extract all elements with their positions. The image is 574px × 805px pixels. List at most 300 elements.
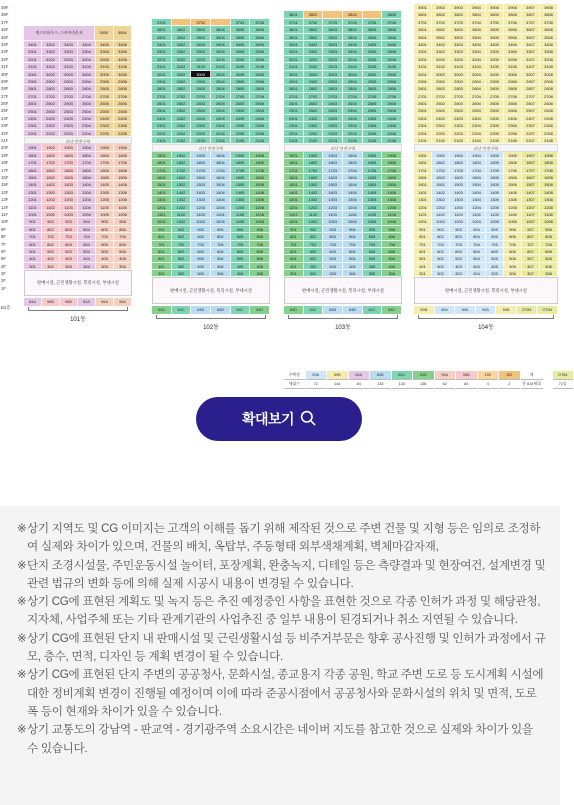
unit-cell: 3908	[540, 4, 558, 11]
unit-cell: 608	[540, 248, 558, 255]
unit-cell: 401	[24, 255, 42, 262]
unit-cell: 2201	[414, 130, 432, 137]
unit-type-tag: 84D	[382, 306, 402, 314]
unit-cell: 2801	[152, 85, 172, 92]
unit-cell: 604	[211, 248, 231, 255]
unit-cell: 2404	[78, 115, 96, 122]
floor-row	[284, 107, 402, 114]
floor-label: 3F	[1, 271, 7, 277]
unit-cell: 302	[304, 270, 324, 277]
unit-cell: 1001	[24, 211, 42, 218]
unit-cell: 2905	[231, 78, 251, 85]
unit-cell: 1406	[114, 181, 132, 188]
unit-cell: 1506	[250, 181, 270, 188]
legend-count: 144	[327, 380, 348, 389]
floor-row	[414, 122, 558, 129]
floor-row	[414, 41, 558, 48]
note-mark: ※	[17, 522, 27, 535]
floor-row	[152, 115, 270, 122]
unit-cell: 3103	[450, 63, 468, 70]
unit-cell: 2903	[191, 78, 211, 85]
unit-cell: 1701	[414, 167, 432, 174]
unit-cell: 1605	[486, 174, 504, 181]
unit-cell: 1903	[450, 152, 468, 159]
floor-label: 39F	[1, 5, 9, 10]
unit-cell: 2204	[211, 130, 231, 137]
unit-cell: 1002	[42, 211, 60, 218]
unit-cell: 506	[382, 255, 402, 262]
floor-row	[414, 167, 558, 174]
unit-cell: 2806	[382, 85, 402, 92]
unit-cell: 2603	[323, 100, 343, 107]
unit-cell: 2504	[343, 107, 363, 114]
unit-cell: 3505	[363, 34, 383, 41]
legend-column	[284, 371, 305, 389]
floor-row	[152, 48, 270, 55]
unit-cell: 2906	[250, 78, 270, 85]
unit-cell: 408	[540, 263, 558, 270]
unit-cell: 1505	[96, 174, 114, 181]
unit-cell: 2604	[211, 100, 231, 107]
unit-cell: 2701	[152, 93, 172, 100]
unit-cell: 1908	[540, 152, 558, 159]
unit-cell: 3506	[382, 34, 402, 41]
unit-cell: 1605	[96, 167, 114, 174]
unit-type-strip	[414, 306, 558, 314]
building-label: 104동	[478, 324, 494, 331]
unit-cell: 601	[284, 248, 304, 255]
unit-cell: 3202	[432, 56, 450, 63]
legend-column	[370, 371, 391, 389]
unit-cell: 3201	[24, 56, 42, 63]
note-text: 상기 지역도 및 CG 이미지는 고객의 이해를 돕기 위해 제작된 것으로 주변 건물 및 지형 등은 임의로 조정하여 실제와 차이가 있으며, 건물의 배치, 옥탑부, 주동형태 외부색채계획, 벽체마감자재,	[27, 522, 541, 554]
unit-cell: 2308	[540, 122, 558, 129]
unit-cell: 1504	[468, 181, 486, 188]
unit-cell: 3506	[250, 34, 270, 41]
unit-cell: 2301	[284, 122, 304, 129]
unit-cell: 1803	[60, 152, 78, 159]
unit-cell: 2104	[468, 137, 486, 144]
zoom-button[interactable]	[196, 397, 362, 441]
unit-cell: 1203	[323, 204, 343, 211]
floor-label: 30F	[1, 71, 9, 77]
floor-row	[284, 174, 402, 181]
refuge-zone-label: 피난 안전구역	[284, 144, 402, 151]
unit-cell: 2206	[504, 130, 522, 137]
unit-cell: 2603	[191, 100, 211, 107]
unit-cell: 1202	[432, 204, 450, 211]
unit-cell: 806	[504, 233, 522, 240]
unit-cell: 2901	[284, 78, 304, 85]
unit-cell: 604	[468, 248, 486, 255]
floor-label: 1F	[1, 285, 7, 291]
legend-count: 4	[478, 380, 499, 389]
unit-cell: 3205	[96, 56, 114, 63]
unit-cell: 2506	[382, 107, 402, 114]
unit-cell: 602	[304, 248, 324, 255]
unit-cell: 1003	[60, 211, 78, 218]
floor-row	[24, 241, 132, 248]
unit-cell: 1401	[414, 189, 432, 196]
unit-cell: 1705	[96, 159, 114, 166]
unit-cell: 805	[231, 233, 251, 240]
legend-type: 84B	[370, 371, 391, 380]
unit-cell: 3306	[250, 48, 270, 55]
unit-cell: 1702	[172, 167, 192, 174]
unit-cell: 3202	[42, 56, 60, 63]
floor-row	[414, 48, 558, 55]
unit-cell: 1107	[522, 211, 540, 218]
building-label: 103동	[335, 324, 351, 331]
floor-row	[284, 41, 402, 48]
unit-cell: 1103	[60, 204, 78, 211]
unit-cell: 3806	[504, 11, 522, 18]
unit-cell: 3606	[382, 26, 402, 33]
unit-cell: 604	[78, 241, 96, 248]
unit-cell: 1501	[414, 181, 432, 188]
commercial-facilities-label: 판매시설, 근린생활시설, 복리시설, 부대시설	[284, 277, 402, 303]
unit-cell: 1605	[231, 174, 251, 181]
floor-row	[414, 211, 558, 218]
floor-row	[284, 248, 402, 255]
unit-cell: 3501	[414, 34, 432, 41]
unit-cell: 1006	[382, 218, 402, 225]
unit-cell: 1503	[191, 181, 211, 188]
unit-cell: 1505	[486, 181, 504, 188]
unit-cell: 2501	[24, 108, 42, 115]
unit-cell: 1706	[382, 167, 402, 174]
unit-cell: 1001	[152, 218, 172, 225]
floor-label: 26F	[1, 101, 9, 107]
unit-cell: 3901	[414, 4, 432, 11]
floor-row	[152, 255, 270, 262]
unit-cell: 3208	[540, 56, 558, 63]
unit-cell: 1007	[522, 218, 540, 225]
unit-cell: 1002	[172, 218, 192, 225]
unit-cell: 2605	[363, 100, 383, 107]
unit-cell: 502	[42, 248, 60, 255]
unit-cell: 2205	[486, 130, 504, 137]
unit-cell: 3206	[504, 56, 522, 63]
unit-cell: 3106	[382, 63, 402, 70]
unit-cell: 1206	[250, 204, 270, 211]
unit-cell: 2603	[450, 100, 468, 107]
unit-cell: 1303	[323, 196, 343, 203]
floor-row	[414, 196, 558, 203]
unit-cell: 2802	[304, 85, 324, 92]
floor-row	[152, 159, 270, 166]
unit-cell: 2401	[284, 115, 304, 122]
floor-row	[414, 204, 558, 211]
unit-cell: 804	[468, 233, 486, 240]
unit-cell: 3202	[304, 56, 324, 63]
unit-cell: 403	[60, 255, 78, 262]
unit-cell: 3608	[540, 26, 558, 33]
unit-cell: 3108	[540, 63, 558, 70]
unit-cell: 3102	[304, 63, 324, 70]
unit-cell: 3405	[363, 41, 383, 48]
unit-cell: 503	[60, 248, 78, 255]
floor-label: 33F	[1, 49, 9, 55]
unit-cell: 902	[42, 218, 60, 225]
unit-cell: 3303	[60, 48, 78, 55]
floor-row	[152, 100, 270, 107]
unit-cell: 1801	[284, 159, 304, 166]
legend-type: 150	[478, 371, 499, 380]
unit-cell: 3304	[343, 48, 363, 55]
unit-cell: 3303	[450, 48, 468, 55]
unit-cell: 3003	[60, 71, 78, 78]
unit-cell: 3201	[284, 56, 304, 63]
unit-cell: 901	[414, 226, 432, 233]
unit-cell: 2504	[78, 108, 96, 115]
unit-cell: 3904	[468, 4, 486, 11]
unit-type-tag: 84C	[231, 306, 251, 314]
unit-cell: 3604	[211, 26, 231, 33]
unit-cell: 1204	[211, 204, 231, 211]
floor-row	[24, 93, 132, 100]
unit-cell: 1702	[432, 167, 450, 174]
unit-cell: 3702	[191, 19, 211, 26]
unit-type-tag: OT84	[537, 306, 558, 314]
floor-row	[284, 167, 402, 174]
unit-cell: 1703	[450, 167, 468, 174]
unit-cell: 2704	[468, 93, 486, 100]
floor-row	[284, 181, 402, 188]
floor-row	[152, 19, 270, 26]
unit-cell: 2202	[42, 130, 60, 137]
unit-cell: 505	[96, 248, 114, 255]
unit-cell: 2106	[250, 137, 270, 144]
unit-cell: 505	[231, 255, 251, 262]
unit-cell: 2402	[304, 115, 324, 122]
unit-cell: 3506	[504, 34, 522, 41]
unit-cell: 1604	[468, 174, 486, 181]
legend-column	[327, 371, 348, 389]
floor-row	[414, 189, 558, 196]
unit-cell: 3401	[152, 41, 172, 48]
unit-cell: 1001	[414, 218, 432, 225]
unit-cell: 3707	[522, 19, 540, 26]
unit-cell: 706	[114, 233, 132, 240]
unit-cell: 1502	[172, 181, 192, 188]
unit-cell: 506	[250, 255, 270, 262]
unit-cell: 401	[152, 263, 172, 270]
unit-cell: 808	[540, 233, 558, 240]
unit-cell: 1504	[343, 181, 363, 188]
floor-row	[152, 152, 270, 159]
unit-cell: 1802	[172, 159, 192, 166]
floor-label: 36F	[1, 27, 9, 33]
unit-cell: 1308	[540, 196, 558, 203]
unit-cell: 2802	[42, 85, 60, 92]
unit-cell: 2706	[382, 93, 402, 100]
unit-cell: 3505	[231, 34, 251, 41]
floor-row	[284, 204, 402, 211]
unit-cell: 3001	[24, 71, 42, 78]
building-103동	[284, 11, 402, 330]
floor-row	[152, 233, 270, 240]
unit-cell: 3202	[172, 56, 192, 63]
unit-cell: 3804	[468, 11, 486, 18]
unit-cell: 402	[42, 255, 60, 262]
legend-type: OT84	[553, 371, 574, 380]
unit-cell: 1702	[42, 159, 60, 166]
unit-cell: 2304	[78, 122, 96, 129]
floor-row	[414, 115, 558, 122]
unit-cell: 504	[343, 255, 363, 262]
unit-cell: 1706	[250, 167, 270, 174]
unit-cell: 2801	[284, 85, 304, 92]
floor-row	[284, 152, 402, 159]
unit-cell: 3103	[60, 63, 78, 70]
unit-cell: 407	[522, 263, 540, 270]
unit-type-tag: 84B	[191, 306, 211, 314]
unit-cell: 2203	[191, 130, 211, 137]
floor-row	[414, 63, 558, 70]
unit-cell: 705	[363, 241, 383, 248]
unit-cell: 1301	[414, 196, 432, 203]
unit-cell: 2105	[363, 137, 383, 144]
unit-cell: 1406	[504, 189, 522, 196]
floor-row	[24, 100, 132, 107]
floor-label: 38F	[1, 12, 9, 18]
unit-cell: 2604	[343, 100, 363, 107]
unit-cell: 3407	[522, 41, 540, 48]
unit-cell: 802	[304, 233, 324, 240]
unit-cell: 3301	[284, 48, 304, 55]
legend-column	[392, 371, 413, 389]
unit-cell: 3505	[95, 26, 114, 41]
unit-cell: 301	[152, 270, 172, 277]
unit-cell: 2702	[432, 93, 450, 100]
unit-cell: 1304	[211, 196, 231, 203]
unit-cell: 1405	[363, 189, 383, 196]
unit-cell: 406	[250, 263, 270, 270]
unit-cell: 2106	[382, 137, 402, 144]
unit-cell: 3205	[486, 56, 504, 63]
unit-cell: 2402	[42, 115, 60, 122]
unit-cell: 3406	[382, 41, 402, 48]
unit-cell: 401	[284, 263, 304, 270]
unit-cell: 2604	[78, 100, 96, 107]
floor-row	[152, 226, 270, 233]
unit-cell: 2906	[504, 78, 522, 85]
unit-cell: 1501	[152, 181, 172, 188]
floor-row	[414, 181, 558, 188]
unit-cell: 3307	[522, 48, 540, 55]
unit-cell: 3604	[343, 26, 363, 33]
unit-cell: 1402	[432, 189, 450, 196]
unit-cell: 601	[414, 248, 432, 255]
unit-cell: 1904	[78, 144, 96, 151]
unit-cell: 1305	[486, 196, 504, 203]
unit-cell: 306	[382, 270, 402, 277]
unit-cell: 3406	[114, 41, 132, 48]
note-text: 단지 조경시설물, 주민운동시설 놀이터, 포장계획, 완충녹지, 디테일 등은 측량결과 및 현장여건, 설계변경 및 관련 법규의 변화 등에 의해 실제 시공시 내용이 변경될 수 있습니다.	[27, 558, 546, 590]
unit-cell: 3204	[468, 56, 486, 63]
building-102동	[152, 19, 270, 331]
unit-cell: 801	[24, 226, 42, 233]
unit-cell: 1608	[540, 174, 558, 181]
unit-cell: 901	[284, 226, 304, 233]
floor-row	[24, 211, 132, 218]
unit-cell: 1901	[152, 152, 172, 159]
unit-cell: 2304	[211, 122, 231, 129]
floor-label	[0, 297, 13, 304]
unit-cell: 3101	[414, 63, 432, 70]
floor-row	[284, 255, 402, 262]
unit-cell: 1705	[363, 167, 383, 174]
unit-cell: 402	[304, 263, 324, 270]
unit-type-tag: 59A	[476, 306, 497, 314]
unit-cell: 2202	[304, 130, 324, 137]
unit-cell: 2405	[96, 115, 114, 122]
floor-row	[24, 263, 132, 270]
floor-row	[284, 211, 402, 218]
unit-cell: 1506	[382, 181, 402, 188]
unit-cell: 1806	[504, 159, 522, 166]
unit-cell: 502	[432, 255, 450, 262]
unit-cell: 2602	[304, 100, 324, 107]
unit-cell: 3205	[363, 56, 383, 63]
unit-cell: 1306	[114, 189, 132, 196]
unit-cell: 3508	[540, 34, 558, 41]
unit-cell: 1306	[504, 196, 522, 203]
unit-cell: 2501	[152, 107, 172, 114]
floor-row	[414, 152, 558, 159]
unit-cell: 2703	[450, 93, 468, 100]
unit-cell: 302	[42, 263, 60, 270]
floor-row	[414, 255, 558, 262]
unit-cell: 1102	[42, 204, 60, 211]
unit-cell: 2904	[78, 78, 96, 85]
unit-cell: 607	[522, 248, 540, 255]
floor-row	[24, 181, 132, 188]
unit-cell: 2404	[211, 115, 231, 122]
unit-cell: 1006	[250, 218, 270, 225]
unit-cell: 1705	[231, 167, 251, 174]
unit-cell: 906	[504, 226, 522, 233]
floor-row	[24, 159, 132, 166]
unit-cell: 702	[432, 241, 450, 248]
unit-cell: 1301	[152, 196, 172, 203]
unit-cell: 304	[78, 263, 96, 270]
floor-row	[284, 56, 402, 63]
unit-cell: 2203	[323, 130, 343, 137]
unit-cell: 1002	[432, 218, 450, 225]
unit-cell: 706	[382, 241, 402, 248]
legend-type: 96A	[435, 371, 456, 380]
unit-cell: 1903	[323, 152, 343, 159]
unit-cell: 2605	[486, 100, 504, 107]
unit-cell: 2205	[96, 130, 114, 137]
unit-cell: 1804	[78, 152, 96, 159]
unit-cell: 3302	[304, 48, 324, 55]
unit-cell: 1102	[172, 211, 192, 218]
unit-cell: 403	[450, 263, 468, 270]
unit-cell: 3302	[432, 48, 450, 55]
unit-cell: 3104	[211, 63, 231, 70]
legend-type: 84A	[349, 371, 370, 380]
unit-cell: 1104	[468, 211, 486, 218]
unit-cell: 905	[363, 226, 383, 233]
floor-label: 21F	[1, 138, 9, 144]
unit-cell: 903	[450, 226, 468, 233]
unit-cell: 2201	[24, 130, 42, 137]
unit-cell: 305	[231, 270, 251, 277]
unit-cell: 303	[60, 263, 78, 270]
